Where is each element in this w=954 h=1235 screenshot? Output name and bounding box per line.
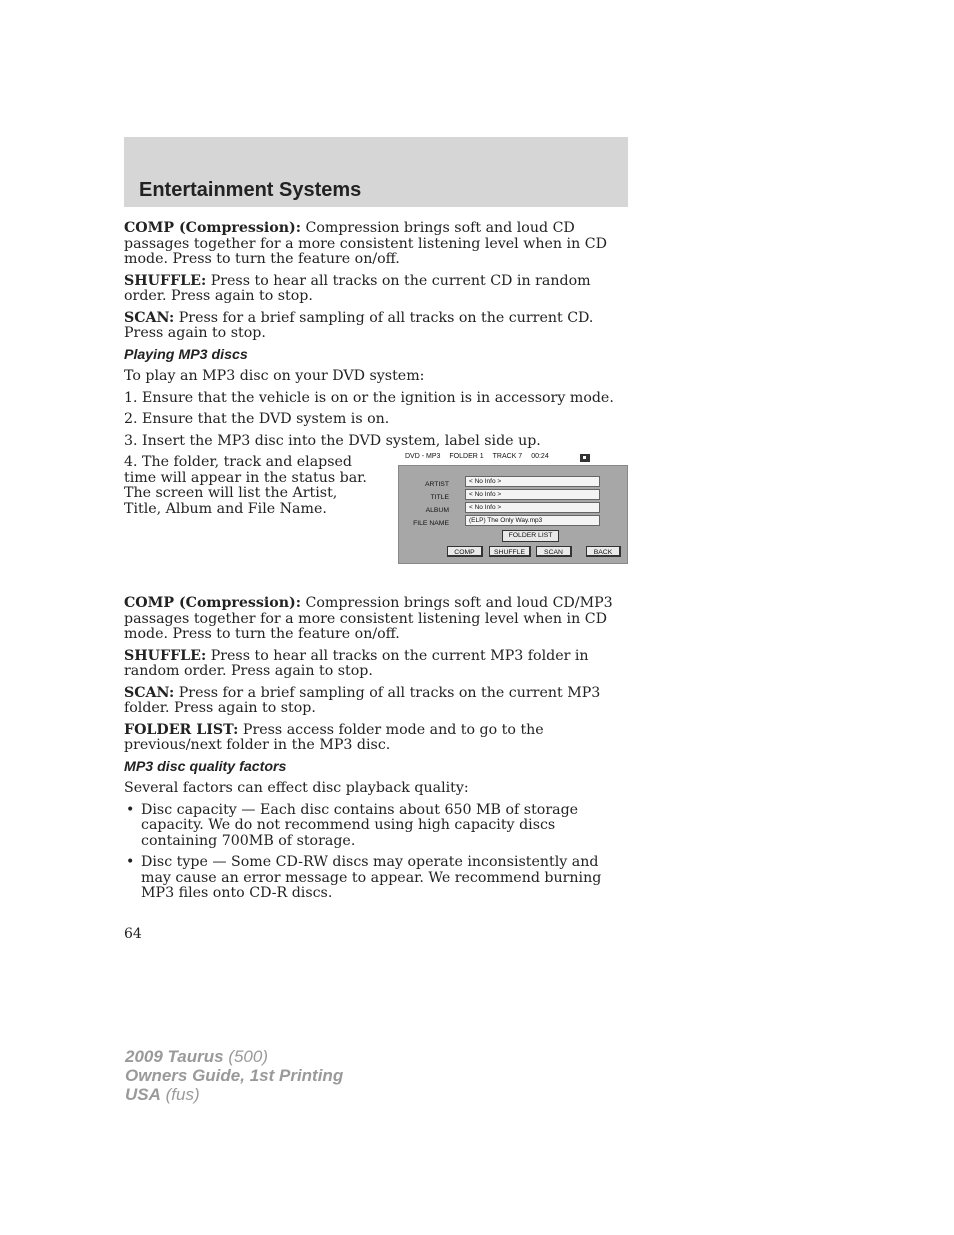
- screen-info-panel: [398, 465, 628, 564]
- footer-model-code: (500): [223, 1047, 269, 1066]
- mp3-step-2: 2. Ensure that the DVD system is on.: [124, 411, 390, 427]
- quality-intro: Several factors can effect disc playback quality:: [124, 780, 469, 796]
- status-mode: DVD - MP3: [405, 453, 441, 461]
- footer-imprint: [125, 1047, 343, 1104]
- mp3-comp-text: Compression brings soft and loud CD/MP3 passages together for a more consistent listening level when in CD mode. Press to turn the feature on/off.: [124, 595, 613, 642]
- mp3-scan-paragraph: [124, 686, 628, 717]
- cd-shuffle-text: Press to hear all tracks on the current CD in random order. Press again to stop.: [124, 272, 591, 304]
- footer-market: USA: [125, 1085, 161, 1104]
- status-folder: FOLDER 1: [449, 453, 484, 461]
- title-label: TITLE: [430, 494, 449, 501]
- screen-mode-icon: [580, 454, 590, 462]
- mp3-screen-illustration: [398, 450, 628, 566]
- quality-bullet-type: • Disc type — Some CD-RW discs may operate inconsistently and may cause an error message to appear. We recommend burning MP3 files onto CD-R discs.: [124, 855, 628, 902]
- folder-list-button[interactable]: FOLDER LIST: [502, 530, 559, 542]
- screen-status-bar: [398, 450, 633, 464]
- section-title: Entertainment Systems: [139, 179, 362, 201]
- cd-comp-paragraph: [124, 221, 628, 268]
- artist-row: [399, 476, 627, 487]
- status-time: 00:24: [531, 453, 549, 461]
- cd-comp-term: COMP (Compression):: [124, 220, 301, 236]
- mp3-figure-row: [124, 455, 628, 566]
- mp3-shuffle-text: Press to hear all tracks on the current MP3 folder in random order. Press again to stop.: [124, 647, 589, 679]
- album-value: < No Info >: [465, 502, 600, 513]
- cd-comp-text: Compression brings soft and loud CD passages together for a more consistent listening level when in CD mode. Press to turn the feature on/off.: [124, 220, 607, 267]
- mp3-step-4: 4. The folder, track and elapsed time will appear in the status bar. The screen will list the Artist, Title, Album and File Name.: [124, 454, 367, 517]
- mp3-comp-paragraph: [124, 596, 628, 643]
- mp3-scan-term: SCAN:: [124, 684, 175, 701]
- footer-line-1: [125, 1047, 343, 1066]
- page-number: 64: [124, 926, 142, 942]
- cd-shuffle-paragraph: [124, 274, 628, 305]
- footer-model: 2009 Taurus: [125, 1047, 224, 1066]
- footer-market-code: (fus): [160, 1085, 200, 1104]
- section-header-band: [124, 137, 628, 207]
- artist-label: ARTIST: [424, 481, 449, 488]
- mp3-shuffle-term: SHUFFLE:: [124, 647, 207, 664]
- cd-shuffle-term: SHUFFLE:: [124, 272, 207, 289]
- mp3-scan-text: Press for a brief sampling of all tracks on the current MP3 folder. Press again to stop.: [124, 684, 601, 716]
- file-name-value: (ELP) The Only Way.mp3: [465, 515, 600, 526]
- mp3-step-1: 1. Ensure that the vehicle is on or the ignition is in accessory mode.: [124, 389, 614, 406]
- quality-bullet-list: [124, 803, 628, 902]
- album-label: ALBUM: [425, 507, 449, 514]
- footer-line-2: Owners Guide, 1st Printing: [125, 1066, 344, 1085]
- mp3-folder-list-paragraph: [124, 723, 628, 754]
- mp3-folder-list-text: Press access folder mode and to go to the previous/next folder in the MP3 disc.: [124, 721, 544, 753]
- footer-line-3: [125, 1085, 343, 1104]
- mp3-shuffle-paragraph: [124, 649, 628, 680]
- mp3-heading: Playing MP3 discs: [124, 346, 248, 363]
- quality-bullet-capacity: • Disc capacity — Each disc contains about 650 MB of storage capacity. We do not recommend using high capacity discs containing 700MB of storage.: [124, 803, 628, 850]
- scan-button[interactable]: SCAN: [536, 546, 572, 557]
- comp-button[interactable]: COMP: [447, 546, 483, 557]
- album-row: [399, 502, 627, 513]
- mp3-step-3: 3. Insert the MP3 disc into the DVD system, label side up.: [124, 432, 541, 449]
- back-button[interactable]: BACK: [586, 546, 621, 557]
- title-value: < No Info >: [465, 489, 600, 500]
- status-track: TRACK 7: [492, 453, 523, 461]
- shuffle-button[interactable]: SHUFFLE: [489, 546, 531, 557]
- mp3-folder-list-term: FOLDER LIST:: [124, 721, 239, 738]
- artist-value: < No Info >: [465, 476, 600, 487]
- page-content: [124, 221, 628, 908]
- file-name-row: [399, 515, 627, 526]
- quality-heading: MP3 disc quality factors: [124, 758, 287, 775]
- title-row: [399, 489, 627, 500]
- cd-scan-text: Press for a brief sampling of all tracks on the current CD. Press again to stop.: [124, 309, 594, 341]
- mp3-intro: To play an MP3 disc on your DVD system:: [124, 368, 425, 384]
- cd-scan-term: SCAN:: [124, 309, 175, 326]
- mp3-comp-term: COMP (Compression):: [124, 595, 301, 611]
- file-name-label: FILE NAME: [413, 520, 449, 527]
- cd-scan-paragraph: [124, 311, 628, 342]
